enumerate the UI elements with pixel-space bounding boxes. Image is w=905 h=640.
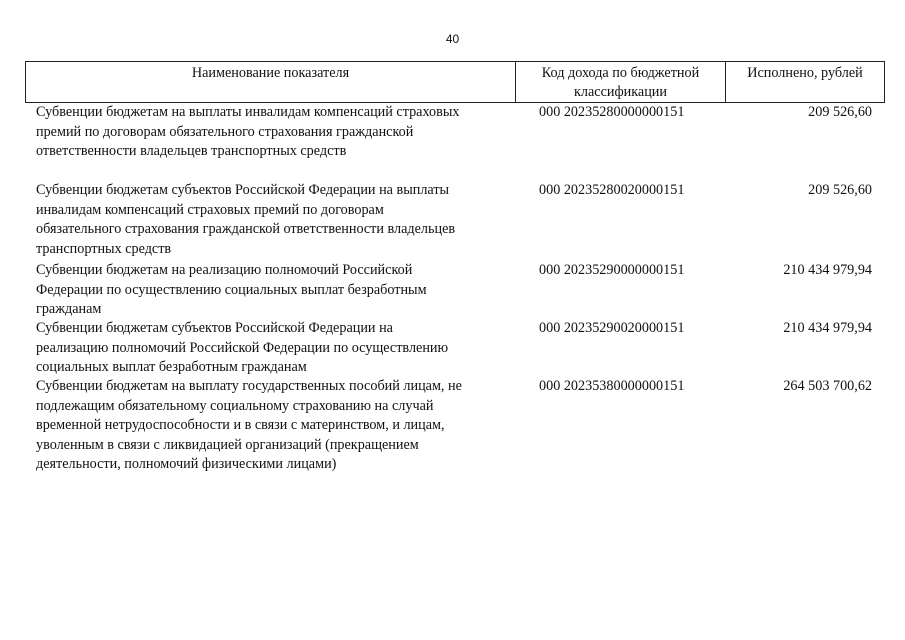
header-name-label: Наименование показателя [191, 65, 350, 81]
row-amount: 264 503 700,62 [783, 378, 872, 394]
description-line: Субвенции бюджетам на выплаты инвалидам компенсаций страховых [36, 104, 460, 120]
header-amount [725, 62, 884, 102]
row-description [36, 181, 516, 259]
header-name [26, 62, 515, 102]
header-code [515, 62, 725, 102]
description-line: деятельности, полномочий физическими лицами) [36, 456, 337, 472]
description-line: реализацию полномочий Российской Федерации по осуществлению [36, 339, 449, 356]
row-amount: 210 434 979,94 [783, 320, 872, 336]
row-description [36, 261, 516, 320]
description-line: инвалидам компенсаций страховых премий по договорам [36, 201, 384, 218]
description-line: временной нетрудоспособности и в связи с материнством, и лицам, [36, 417, 445, 433]
row-description [36, 377, 516, 475]
description-line: подлежащим обязательному социальному страхованию на случай [36, 397, 434, 414]
description-line: обязательного страхования гражданской ответственности владельцев [36, 221, 456, 237]
description-line: Субвенции бюджетам субъектов Российской Федерации на выплаты [36, 182, 450, 198]
row-description [36, 319, 516, 378]
header-code-line1: Код дохода по бюджетной [541, 65, 700, 81]
description-line: уволенным в связи с ликвидацией организаций (прекращением [36, 436, 419, 453]
row-amount: 209 526,60 [808, 104, 872, 120]
description-line: социальных выплат безработным гражданам [36, 359, 307, 375]
description-line: премий по договорам обязательного страхования гражданской [36, 123, 414, 140]
row-amount: 210 434 979,94 [783, 262, 872, 278]
row-amount: 209 526,60 [808, 182, 872, 198]
header-code-line2: классификации [574, 84, 667, 100]
page-number: 40 [445, 32, 460, 46]
header-amount-label: Исполнено, рублей [747, 65, 863, 81]
row-code: 000 20235280020000151 [539, 182, 685, 198]
row-code: 000 20235290000000151 [539, 262, 685, 278]
description-line: Субвенции бюджетам на реализацию полномочий Российской [36, 262, 413, 278]
table-header [25, 61, 885, 103]
row-code: 000 20235280000000151 [539, 104, 685, 120]
description-line: Федерации по осуществлению социальных выплат безработным [36, 281, 427, 298]
description-line: ответственности владельцев транспортных средств [36, 143, 347, 159]
description-line: Субвенции бюджетам субъектов Российской Федерации на [36, 320, 393, 336]
description-line: Субвенции бюджетам на выплату государственных пособий лицам, не [36, 378, 462, 394]
description-line: транспортных средств [36, 240, 172, 257]
row-code: 000 20235290020000151 [539, 320, 685, 336]
row-description [36, 103, 516, 162]
row-code: 000 20235380000000151 [539, 378, 685, 394]
description-line: гражданам [36, 301, 102, 317]
